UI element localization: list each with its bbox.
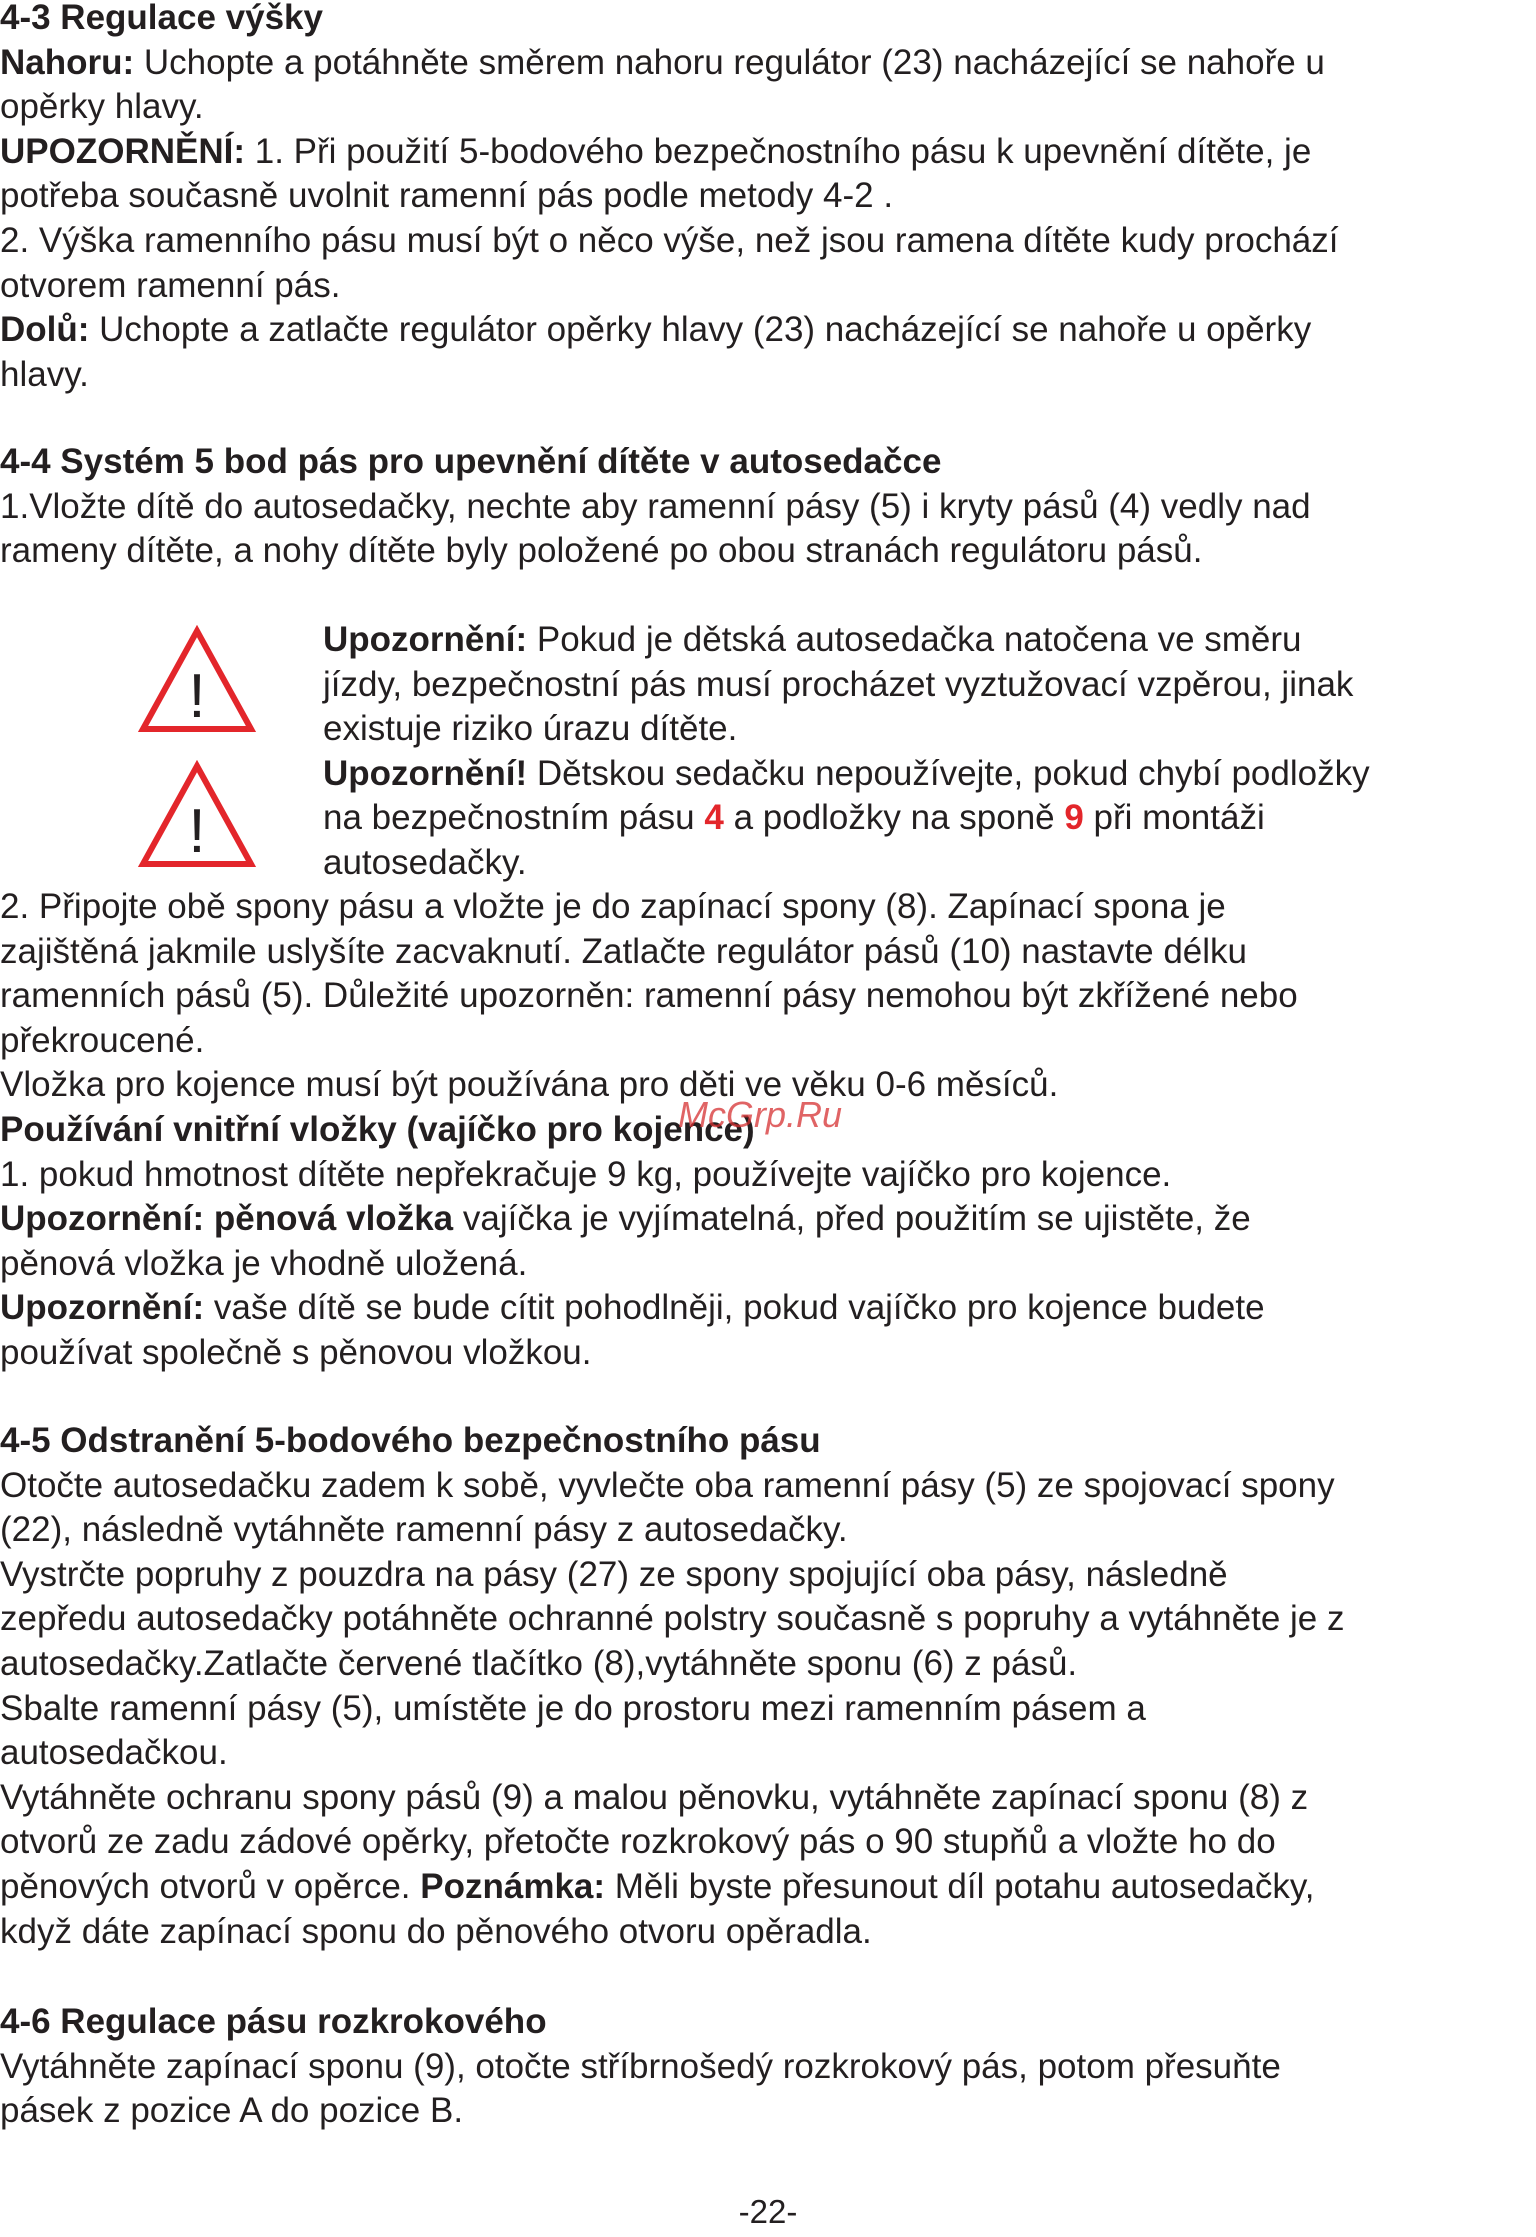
inline-label: Nahoru: <box>0 42 135 82</box>
caution-label: Upozornění! <box>323 753 528 793</box>
paragraph-line: Dolů: Uchopte a zatlačte regulátor opěrky hlavy (23) nacházející se nahoře u opěrky <box>0 310 1312 350</box>
paragraph-line: 1. pokud hmotnost dítěte nepřekračuje 9 kg, používejte vajíčko pro kojence. <box>0 1154 1172 1194</box>
caution-line: jízdy, bezpečnostní pás musí procházet vyztužovací vzpěrou, jinak <box>323 664 1354 704</box>
caution-line: Upozornění: Pokud je dětská autosedačka natočena ve směru <box>323 620 1302 659</box>
caution-line: na bezpečnostním pásu 4 a podložky na sponě 9 při montáži <box>323 798 1265 838</box>
paragraph-line: zepředu autosedačky potáhněte ochranné polstry současně s popruhy a vytáhněte je z <box>0 1599 1345 1639</box>
paragraph-line: 1.Vložte dítě do autosedačky, nechte aby ramenní pásy (5) i kryty pásů (4) vedly nad <box>0 486 1311 526</box>
section-4-3 <box>0 0 1536 397</box>
section-heading: 4-6 Regulace pásu rozkrokového <box>0 2002 547 2041</box>
caution-block <box>323 618 1523 886</box>
paragraph-line: když dáte zapínací sponu do pěnového otvoru opěradla. <box>0 1911 872 1951</box>
paragraph-line: otvorem ramenní pás. <box>0 265 341 305</box>
warning-triangle-icon <box>137 760 257 870</box>
paragraph-line: používat společně s pěnovou vložkou. <box>0 1332 592 1372</box>
paragraph-line: Sbalte ramenní pásy (5), umístěte je do prostoru mezi ramenním pásem a <box>0 1688 1146 1728</box>
highlight-number: 9 <box>1064 798 1084 838</box>
inline-label: Upozornění: <box>0 1288 205 1328</box>
warning-triangle-icon <box>137 625 257 735</box>
paragraph-line: Otočte autosedačku zadem k sobě, vyvlečte oba ramenní pásy (5) ze spojovací spony <box>0 1465 1335 1505</box>
paragraph-line: Vložka pro kojence musí být používána pro děti ve věku 0-6 měsíců. <box>0 1065 1059 1105</box>
paragraph-line: potřeba současně uvolnit ramenní pás podle metody 4-2 . <box>0 176 894 216</box>
paragraph-line: Vystrčte popruhy z pouzdra na pásy (27) ze spony spojující oba pásy, následně <box>0 1554 1228 1594</box>
paragraph-line: 2. Připojte obě spony pásu a vložte je do zapínací spony (8). Zapínací spona je <box>0 887 1226 926</box>
paragraph-line: (22), následně vytáhněte ramenní pásy z autosedačky. <box>0 1510 848 1550</box>
paragraph-line: autosedačky.Zatlačte červené tlačítko (8),vytáhněte sponu (6) z pásů. <box>0 1643 1078 1683</box>
inline-label: Poznámka: <box>420 1866 606 1906</box>
section-heading: 4-4 Systém 5 bod pás pro upevnění dítěte v autosedačce <box>0 442 942 481</box>
paragraph-line: Upozornění: vaše dítě se bude cítit pohodlněji, pokud vajíčko pro kojence budete <box>0 1288 1265 1328</box>
section-4-4-intro <box>0 440 1536 574</box>
highlight-number: 4 <box>704 798 724 838</box>
inline-label: UPOZORNĚNÍ: <box>0 131 245 171</box>
paragraph-line: UPOZORNĚNÍ: 1. Při použití 5-bodového bezpečnostního pásu k upevnění dítěte, je <box>0 131 1312 171</box>
paragraph-line: 2. Výška ramenního pásu musí být o něco výše, než jsou ramena dítěte kudy prochází <box>0 220 1339 260</box>
subheading: Používání vnitřní vložky (vajíčko pro kojence) <box>0 1109 755 1149</box>
paragraph-line: Vytáhněte ochranu spony pásů (9) a malou pěnovku, vytáhněte zapínací sponu (8) z <box>0 1777 1309 1817</box>
svg-text:!: ! <box>188 662 206 731</box>
paragraph-line: rameny dítěte, a nohy dítěte byly položené po obou stranách regulátoru pásů. <box>0 531 1203 571</box>
inline-label: Upozornění: pěnová vložka <box>0 1199 454 1239</box>
paragraph-line: opěrky hlavy. <box>0 87 204 127</box>
paragraph-line: ramenních pásů (5). Důležité upozorněn: ramenní pásy nemohou být zkřížené nebo <box>0 976 1298 1016</box>
section-4-5 <box>0 1419 1536 1954</box>
paragraph-line: Upozornění: pěnová vložka vajíčka je vyjímatelná, před použitím se ujistěte, že <box>0 1199 1251 1239</box>
paragraph-line: pěnových otvorů v opěrce. Poznámka: Měli byste přesunout díl potahu autosedačky, <box>0 1866 1315 1906</box>
paragraph-line: hlavy. <box>0 354 89 394</box>
inline-label: Dolů: <box>0 310 90 350</box>
paragraph-line: zajištěná jakmile uslyšíte zacvaknutí. Zatlačte regulátor pásů (10) nastavte délku <box>0 931 1248 971</box>
paragraph-line: pásek z pozice A do pozice B. <box>0 2091 464 2131</box>
svg-text:!: ! <box>188 797 206 866</box>
paragraph-line: překroucené. <box>0 1020 205 1060</box>
page-number: -22- <box>738 2193 798 2230</box>
section-4-6 <box>0 2000 1536 2134</box>
caution-line: existuje riziko úrazu dítěte. <box>323 709 738 749</box>
paragraph-line: Nahoru: Uchopte a potáhněte směrem nahoru regulátor (23) nacházející se nahoře u <box>0 42 1325 82</box>
paragraph-line: autosedačkou. <box>0 1733 228 1773</box>
paragraph-line: otvorů ze zadu zádové opěrky, přetočte rozkrokový pás o 90 stupňů a vložte ho do <box>0 1822 1276 1862</box>
paragraph-line: pěnová vložka je vhodně uložená. <box>0 1243 528 1283</box>
caution-line: Upozornění! Dětskou sedačku nepoužívejte, pokud chybí podložky <box>323 753 1370 793</box>
section-heading: 4-5 Odstranění 5-bodového bezpečnostního pásu <box>0 1421 821 1460</box>
section-heading: 4-3 Regulace výšky <box>0 0 323 37</box>
caution-line: autosedačky. <box>323 842 527 882</box>
paragraph-line: Vytáhněte zapínací sponu (9), otočte stříbrnošedý rozkrokový pás, potom přesuňte <box>0 2046 1281 2086</box>
caution-label: Upozornění: <box>323 620 528 659</box>
watermark: McGrp.Ru <box>678 1094 843 1135</box>
